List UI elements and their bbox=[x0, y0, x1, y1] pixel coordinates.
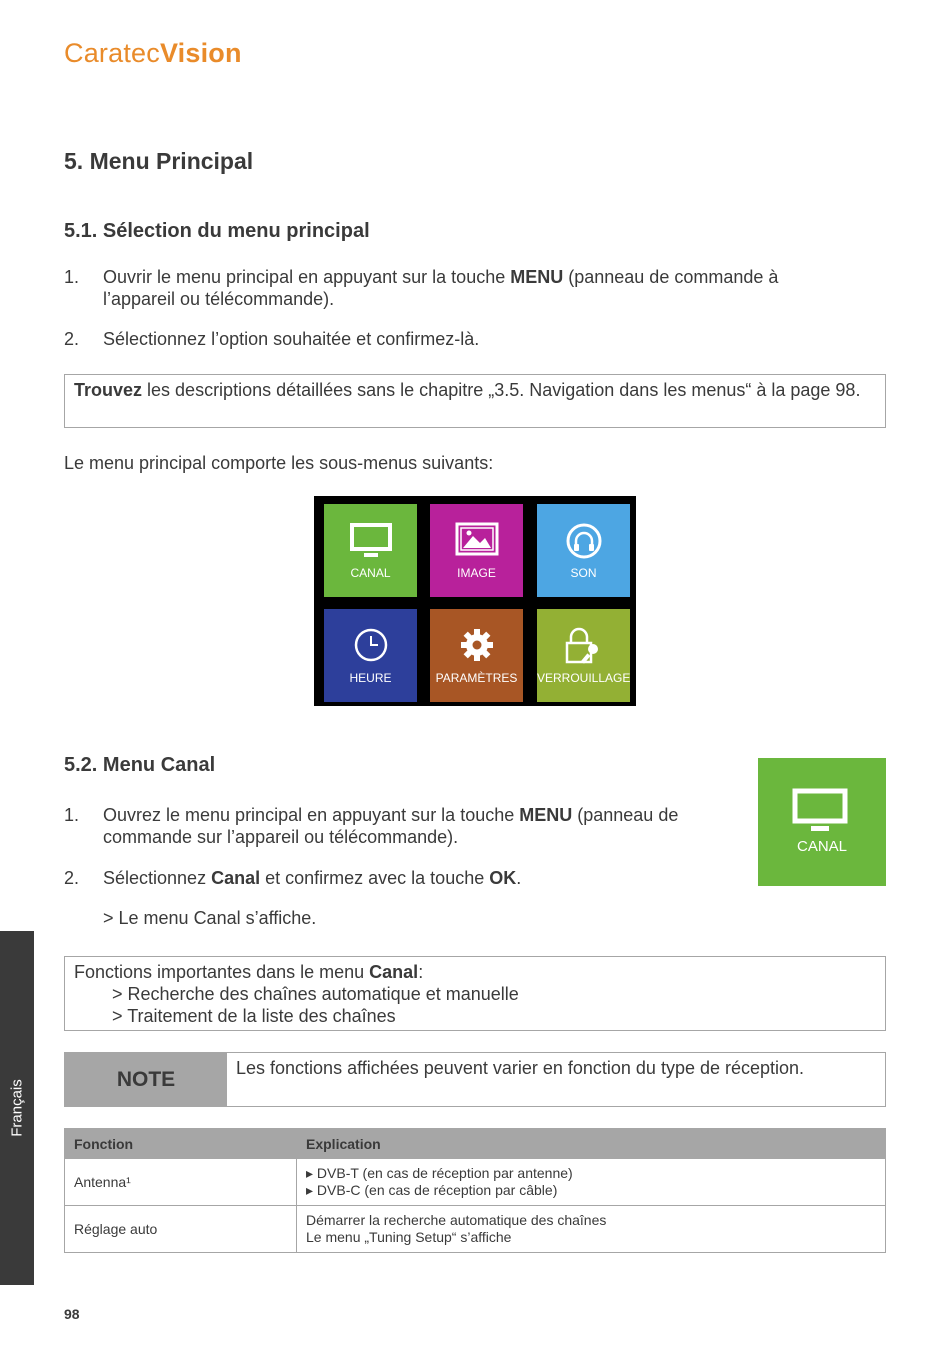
note-box bbox=[64, 1052, 886, 1107]
tv-icon bbox=[792, 788, 848, 832]
functions-menu: Canal bbox=[369, 962, 419, 982]
step-text: Sélectionnez bbox=[103, 868, 212, 888]
step-text: (panneau de commande sur l’appareil ou télécommande). bbox=[103, 805, 679, 847]
lock-key-icon bbox=[563, 627, 605, 665]
language-tab bbox=[0, 931, 34, 1285]
canal-tile bbox=[758, 758, 886, 886]
subsection-title-5-1: 5.1. Sélection du menu principal bbox=[64, 220, 370, 242]
step-result: > Le menu Canal s’affiche. bbox=[103, 908, 317, 928]
step-number: 1. bbox=[64, 805, 80, 825]
submenu-intro: Le menu principal comporte les sous-menus suivants: bbox=[64, 453, 494, 473]
step-text: . bbox=[516, 868, 522, 888]
canal-tile-label: CANAL bbox=[796, 838, 848, 855]
key-ok: OK bbox=[489, 868, 517, 888]
key-menu: MENU bbox=[519, 805, 573, 825]
tile-label: PARAMÈTRES bbox=[435, 671, 518, 685]
tile-heure bbox=[324, 609, 417, 702]
step-number: 2. bbox=[64, 868, 80, 888]
logo-text-2: Vision bbox=[159, 38, 242, 68]
info-box bbox=[64, 374, 886, 428]
subsection-title-5-2: 5.2. Menu Canal bbox=[64, 754, 216, 776]
page-number: 98 bbox=[64, 1306, 80, 1322]
tile-parametres bbox=[430, 609, 523, 702]
function-item: > Traitement de la liste des chaînes bbox=[112, 1006, 396, 1026]
logo-text-1: Caratec bbox=[64, 38, 160, 68]
table-row bbox=[65, 1159, 886, 1206]
tv-icon bbox=[349, 522, 393, 558]
clock-icon bbox=[353, 627, 389, 663]
step-1 bbox=[64, 804, 714, 848]
table-row bbox=[65, 1206, 886, 1253]
info-text: les descriptions détaillées sans le chapitre „3.5. Navigation dans les menus“ à la page 98. bbox=[142, 380, 861, 400]
step-1 bbox=[64, 266, 824, 310]
section-title: 5. Menu Principal bbox=[64, 148, 254, 174]
functions-box bbox=[64, 956, 886, 1031]
table-cell bbox=[297, 1206, 886, 1253]
language-label: Français bbox=[8, 1079, 26, 1137]
cell-line: ▸ DVB-T (en cas de réception par antenne) bbox=[306, 1165, 573, 1181]
tile-label: IMAGE bbox=[457, 566, 496, 580]
main-menu-screenshot bbox=[314, 496, 636, 706]
cell-line: Démarrer la recherche automatique des chaînes bbox=[306, 1212, 607, 1228]
step-number: 2. bbox=[64, 329, 80, 349]
table-cell: Antenna¹ bbox=[65, 1159, 297, 1206]
tile-canal bbox=[324, 504, 417, 597]
table-cell bbox=[297, 1159, 886, 1206]
step-text: et confirmez avec la touche bbox=[260, 868, 490, 888]
note-text: Les fonctions affichées peuvent varier en fonction du type de réception. bbox=[236, 1058, 805, 1078]
tile-label: VERROUILLAGE bbox=[537, 671, 631, 685]
functions-lead: Fonctions importantes dans le menu bbox=[74, 962, 370, 982]
picture-icon bbox=[455, 522, 499, 556]
tile-label: HEURE bbox=[349, 671, 392, 685]
step-text: (panneau de commande à l’appareil ou télécommande). bbox=[103, 267, 779, 309]
function-table-wrap bbox=[64, 1128, 886, 1253]
tile-image bbox=[430, 504, 523, 597]
tile-son bbox=[537, 504, 630, 597]
tile-verrouillage bbox=[537, 609, 630, 702]
step-number: 1. bbox=[64, 267, 80, 287]
function-table bbox=[64, 1128, 886, 1253]
step-2 bbox=[64, 867, 714, 889]
tile-label: SON bbox=[570, 566, 597, 580]
brand-logo bbox=[64, 38, 242, 69]
function-item: > Recherche des chaînes automatique et manuelle bbox=[112, 984, 519, 1004]
step-text: Ouvrir le menu principal en appuyant sur la touche bbox=[103, 267, 511, 287]
info-bold: Trouvez bbox=[74, 380, 143, 400]
table-header: Fonction bbox=[65, 1129, 297, 1159]
functions-colon: : bbox=[418, 962, 424, 982]
table-cell: Réglage auto bbox=[65, 1206, 297, 1253]
step-text: Ouvrez le menu principal en appuyant sur la touche bbox=[103, 805, 520, 825]
step-text: Sélectionnez l’option souhaitée et confirmez-là. bbox=[103, 329, 480, 349]
key-menu: MENU bbox=[510, 267, 564, 287]
step-2 bbox=[64, 328, 824, 350]
cell-line: ▸ DVB-C (en cas de réception par câble) bbox=[306, 1182, 558, 1198]
headphones-icon bbox=[565, 522, 603, 560]
tile-label: CANAL bbox=[350, 566, 391, 580]
gear-icon bbox=[459, 627, 495, 663]
table-header: Explication bbox=[297, 1129, 886, 1159]
cell-line: Le menu „Tuning Setup“ s’affiche bbox=[306, 1229, 512, 1245]
note-label: NOTE bbox=[65, 1053, 227, 1106]
menu-canal: Canal bbox=[211, 868, 261, 888]
